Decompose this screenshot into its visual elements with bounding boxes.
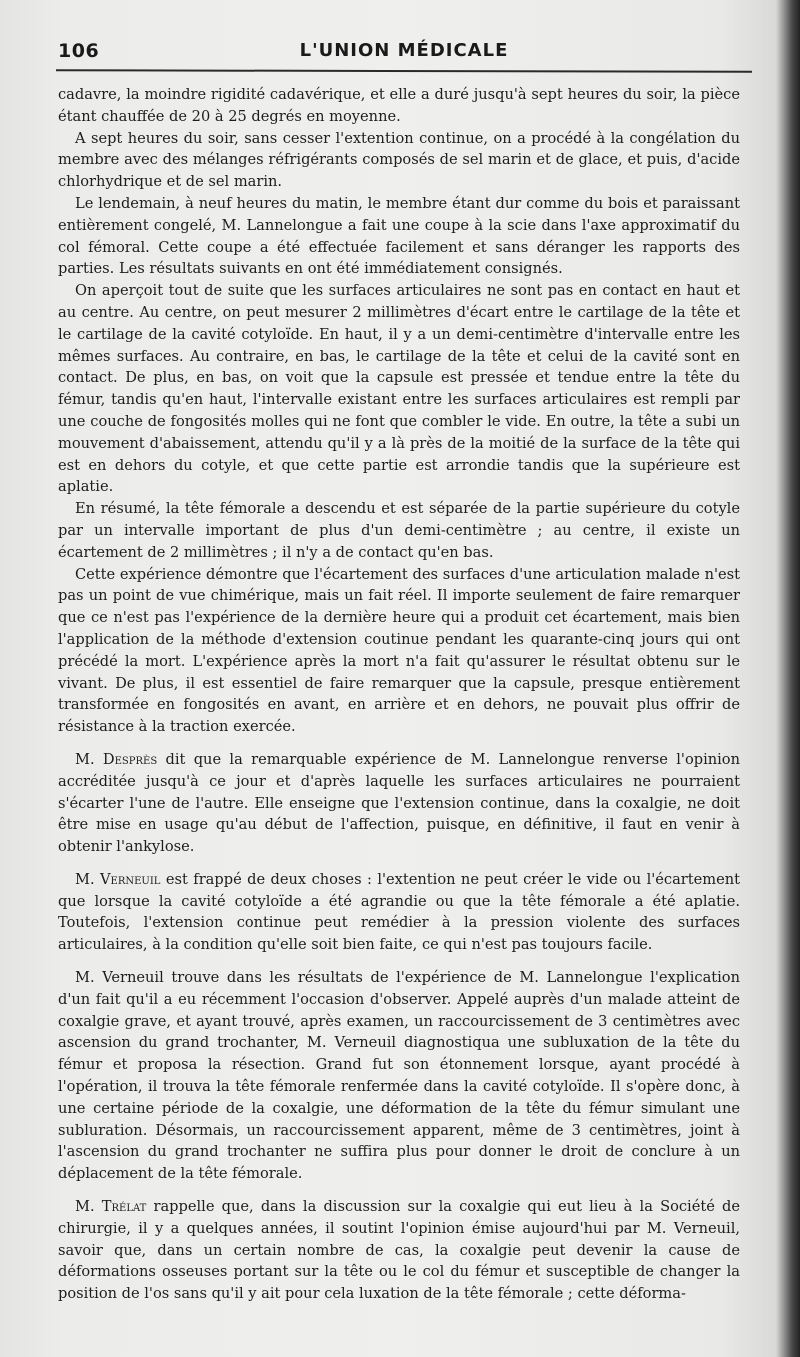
paragraph-verneuil-case: M. Verneuil trouve dans les résultats de l'expérience de M. Lannelongue l'explication d'un fait qu'il a eu récemment l'occasion d'observer. Appelé auprès d'un malade atteint de coxalgie grave, et ayant trouvé, après examen, un raccourcissement de 3 centimètres avec ascension du grand trochanter, M. Verneuil diagnostiqua une subluxation de la tête du fémur et proposa la résection. Grand fut son étonnement lorsque, ayant procédé à l'opération, il trouva la tête fémorale renfermée dans la cavité cotyloïde. Il s'opère donc, à une certaine période de la coxalgie, une déformation de la tête du fémur simulant une subluration. Désormais, un raccourcissement apparent, même de 3 centimètres, joint à l'ascension du grand trochanter ne suffira plus pour donner le droit de conclure à un déplacement de la tête fémorale. [58, 969, 740, 1183]
paragraph-3: Le lendemain, à neuf heures du matin, le membre étant dur comme du bois et paraissant entièrement congelé, M. Lannelongue a fait une coupe à la scie dans l'axe approximatif du col fémoral. Cette coupe a été effectuée facilement et sans déranger les rapports des parties. Les résultats suivants en ont été immédiatement consignés. [58, 194, 740, 278]
speaker-name-verneuil: Verneuil [100, 870, 161, 888]
paragraph-text: est frappé de deux choses : l'extention ne peut créer le vide ou l'écartement que lorsque la cavité cotyloïde a été agrandie ou que la tête fémorale a été aplatie. Toutefois, l'extension continue peut remédier à la pression violente des surfaces articulaires, à la condition qu'elle soit bien faite, ce qui n'est pas toujours facile. [58, 870, 740, 954]
speaker-prefix: M. [75, 870, 101, 888]
paragraph-despres [58, 749, 740, 858]
speaker-name-despres: Desprès [102, 750, 158, 768]
paragraph-4: On aperçoit tout de suite que les surfaces articulaires ne sont pas en contact en haut et au centre. Au centre, on peut mesurer 2 millimètres d'écart entre le cartilage de la tête et le cartilage de la cavité cotyloïde. En haut, il y a un demi-centimètre d'intervalle entre les mêmes surfaces. Au contraire, en bas, le cartilage de la tête et celui de la cavité sont en contact. De plus, en bas, on voit que la capsule est pressée et tendue entre la tête du fémur, tandis qu'en haut, l'intervalle existant entre les surfaces articulaires est rempli par une couche de fongosités molles qui ne font que combler le vide. En outre, la tête a subi un mouvement d'abaissement, attendu qu'il y a là près de la moitié de la surface de la tête qui est en dehors du cotyle, et que cette partie est arrondie tandis que la supérieure est aplatie. [58, 282, 740, 496]
journal-title: L'UNION MÉDICALE [299, 40, 509, 61]
page-header [58, 38, 750, 68]
paragraph-text: rappelle que, dans la discussion sur la coxalgie qui eut lieu à la Société de chirurgie, il y a quelques années, il soutint l'opinion émise aujourd'hui par M. Verneuil, savoir que, dans un certain nombre de cas, la coxalgie peut devenir la cause de déformations osseuses portant sur la tête ou le col du fémur et susceptible de changer la position de l'os sans qu'il y ait pour cela luxation de la tête fémorale ; cette déforma- [58, 1198, 740, 1303]
speaker-name-trelat: Trélat [101, 1198, 147, 1216]
paragraph-trelat [58, 1196, 740, 1305]
paragraph-6: Cette expérience démontre que l'écartement des surfaces d'une articulation malade n'est pas un point de vue chimérique, mais un fait réel. Il importe seulement de faire remarquer que ce n'est pas l'expérience de la dernière heure qui a produit cet écartement, mais bien l'application de la méthode d'extension coutinue pendant les quarante-cinq jours qui ont précédé la mort. L'expérience après la mort n'a fait qu'assurer le résultat obtenu sur le vivant. De plus, il est essentiel de faire remarquer que la capsule, presque entièrement transformée en fongosités en avant, en arrière et en dehors, ne pouvait plus offrir de résistance à la traction exercée. [58, 565, 740, 736]
speaker-prefix: M. [75, 1198, 102, 1216]
paragraph-verneuil [58, 869, 740, 956]
paragraph-text: dit que la remarquable expérience de M. Lannelongue renverse l'opinion accréditée jusqu'à ce jour et d'après laquelle les surfaces articulaires ne pourraient s'écarter l'une de l'autre. Elle enseigne que l'extension continue, dans la coxalgie, ne doit être mise en usage qu'au début de l'affection, puisque, en définitive, il faut en venir à obtenir l'ankylose. [58, 750, 740, 856]
article-body [58, 84, 740, 1305]
paragraph-2: A sept heures du soir, sans cesser l'extention continue, on a procédé à la congélation du membre avec des mélanges réfrigérants composés de sel marin et de glace, et puis, d'acide chlorhydrique et de sel marin. [58, 129, 740, 191]
paragraph-1: cadavre, la moindre rigidité cadavérique, et elle a duré jusqu'à sept heures du soir, la pièce étant chauffée de 20 à 25 degrés en moyenne. [58, 86, 740, 125]
page-number: 106 [58, 40, 100, 62]
paragraph-5: En résumé, la tête fémorale a descendu et est séparée de la partie supérieure du cotyle par un intervalle important de plus d'un demi-centimètre ; au centre, il existe un écartement de 2 millimètres ; il n'y a de contact qu'en bas. [58, 500, 740, 561]
header-rule [56, 69, 752, 72]
speaker-prefix: M. [75, 750, 103, 768]
